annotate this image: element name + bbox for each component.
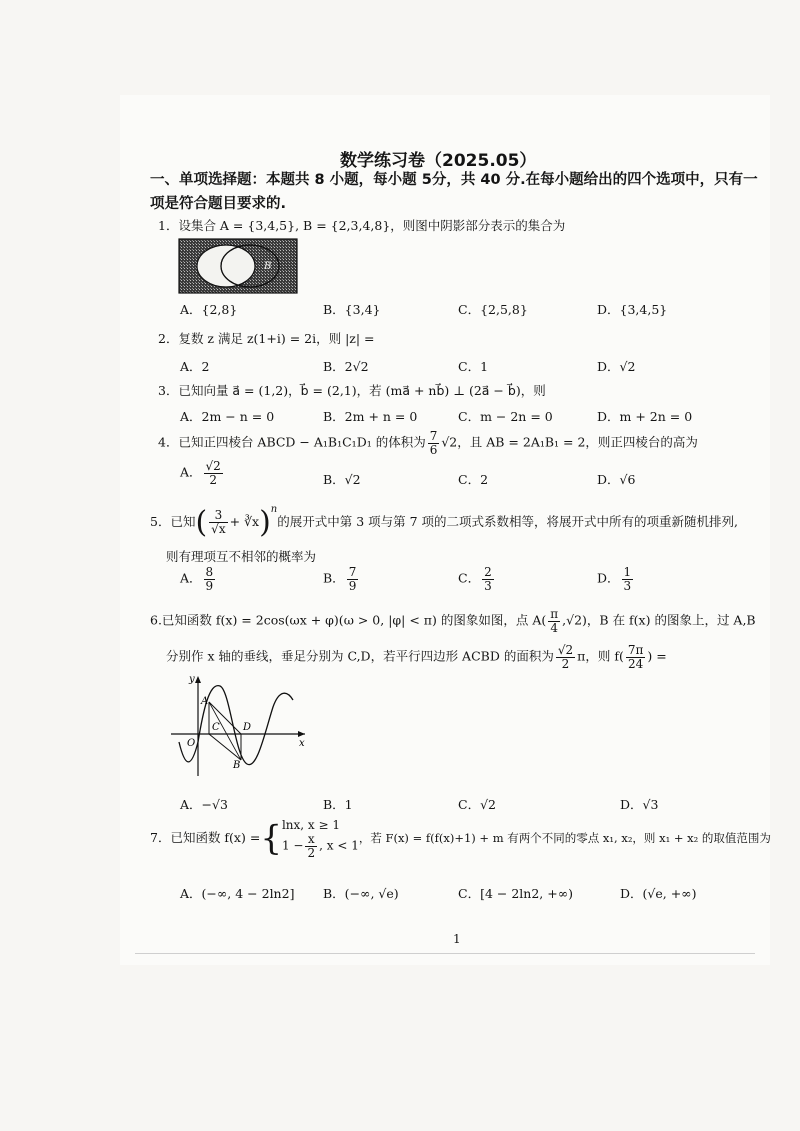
q2-option-c: C．1 <box>458 359 489 374</box>
q4-stem-part2: √2，且 AB = 2A₁B₁ = 2，则正四棱台的高为 <box>441 434 698 450</box>
q7-stem-rest: ，若 F(x) = f(f(x)+1) + m 有两个不同的零点 x₁, x₂，则 x₁ + x₂ 的取值范围为 <box>358 831 771 846</box>
q7-piecewise <box>282 818 359 859</box>
venn-diagram <box>178 238 298 294</box>
page-bottom-divider <box>135 953 755 954</box>
x-axis-arrow <box>298 731 305 737</box>
q4-vol-num: 7 <box>429 429 438 443</box>
q7-option-d: D．(√e, +∞) <box>620 886 697 901</box>
q1-option-a: A．{2,8} <box>180 302 238 317</box>
q6-area-den: 2 <box>561 656 570 671</box>
q6-option-d: D．√3 <box>620 797 659 812</box>
q5-stem-line2: 则有理项互不相邻的概率为 <box>166 549 317 564</box>
q7-prefix: 7．已知函数 f(x) = <box>150 830 261 846</box>
q7-case2 <box>282 833 359 859</box>
q5-option-a-label: A． <box>180 570 202 586</box>
q4-option-a-fraction <box>204 460 223 486</box>
q6-line2-part1: 分别作 x 轴的垂线，垂足分别为 C,D，若平行四边形 ACBD 的面积为 <box>166 648 554 664</box>
graph-label-c: C <box>212 722 220 733</box>
page-number: 1 <box>453 932 461 946</box>
q4-option-c: C．2 <box>458 472 489 487</box>
q4-option-a-den: 2 <box>209 472 217 487</box>
graph-label-b: B <box>233 760 241 771</box>
section-header-line1: 一、单项选择题：本题共 8 小题，每小题 5分，共 40 分.在每小题给出的四个选项中，只有一 <box>150 172 758 188</box>
q4-option-a-label: A． <box>180 464 202 480</box>
q7-case1: lnx, x ≥ 1 <box>281 818 341 832</box>
q5-option-b-num: 7 <box>348 565 357 579</box>
y-axis-arrow <box>195 676 201 683</box>
q7-case2-part1: 1 − <box>281 838 304 853</box>
q5-option-b-label: B． <box>323 570 345 586</box>
q5-option-a-num: 8 <box>205 565 214 579</box>
q6-line1-part1: 6.已知函数 f(x) = 2cos(ωx + φ)(ω > 0, |φ| < π) 的图象如图，点 A( <box>150 612 547 628</box>
q5-plus-root: + ∛x <box>229 514 260 529</box>
q5-option-d-num: 1 <box>623 565 632 579</box>
graph-label-x: x <box>299 738 305 749</box>
q4-option-d: D．√6 <box>597 472 636 487</box>
q2-option-a: A．2 <box>180 359 210 374</box>
q5-option-c-fraction <box>482 566 494 592</box>
q3-option-b: B．2m + n = 0 <box>323 409 418 424</box>
q7-case2-num: x <box>305 833 317 847</box>
q5-exponent: n <box>270 504 278 515</box>
section-header-line2: 项是符合题目要求的. <box>150 196 287 212</box>
q5-option-a <box>180 566 217 592</box>
q6-option-a: A．−√3 <box>180 797 228 812</box>
q5-option-a-fraction <box>204 566 216 592</box>
q6-line1-part2: ,√2)，B 在 f(x) 的图象上，过 A,B <box>562 612 756 628</box>
q6-arg-den: 24 <box>627 656 644 671</box>
graph-label-o: O <box>187 738 196 749</box>
q5-option-b-fraction <box>347 566 359 592</box>
q4-vol-den: 6 <box>429 442 438 457</box>
q6-option-c: C．√2 <box>458 797 496 812</box>
q1-stem: 1．设集合 A = {3,4,5}, B = {2,3,4,8}，则图中阴影部分表示的集合为 <box>158 218 566 233</box>
q7-option-b: B．(−∞, √e) <box>323 886 399 901</box>
q7-case2-part2: , x < 1 <box>319 838 359 853</box>
q3-option-d: D．m + 2n = 0 <box>597 409 693 424</box>
q4-option-b: B．√2 <box>323 472 361 487</box>
q5-option-c <box>458 566 496 592</box>
q6-pt-den: 4 <box>550 620 559 635</box>
q4-stem <box>158 430 698 456</box>
q5-frac-num: 3 <box>209 509 227 523</box>
q5-option-d-label: D． <box>597 570 620 586</box>
q7-case2-den: 2 <box>307 845 316 860</box>
q6-point-fraction <box>548 608 560 634</box>
q4-stem-part1: 4．已知正四棱台 ABCD − A₁B₁C₁D₁ 的体积为 <box>158 434 426 450</box>
q4-option-a <box>180 460 225 486</box>
q6-option-b: B．1 <box>323 797 353 812</box>
graph-label-d: D <box>243 722 252 733</box>
q5-option-c-num: 2 <box>484 565 492 579</box>
q7-case2-fraction <box>305 833 317 859</box>
q5-option-d-den: 3 <box>623 578 632 593</box>
q6-function-graph <box>165 672 315 782</box>
q3-option-c: C．m − 2n = 0 <box>458 409 553 424</box>
q6-arg-fraction <box>626 644 646 670</box>
q5-option-c-den: 3 <box>484 578 492 593</box>
q5-frac-den: √x <box>211 522 226 536</box>
q7-option-a: A．(−∞, 4 − 2ln2] <box>180 886 295 901</box>
q2-option-d: D．√2 <box>597 359 636 374</box>
venn-label-a: A <box>208 263 216 274</box>
venn-label-b: B <box>264 261 272 272</box>
q4-volume-fraction <box>428 430 440 456</box>
q1-option-d: D．{3,4,5} <box>597 302 668 317</box>
q6-area-fraction <box>556 644 575 670</box>
cosine-curve <box>179 686 293 765</box>
q5-prefix: 5．已知 <box>150 514 196 529</box>
graph-label-y: y <box>189 674 195 685</box>
page-title: 数学练习卷（2025.05） <box>340 151 537 171</box>
q6-area-num: √2 <box>557 643 574 657</box>
q3-stem: 3．已知向量 a⃗ = (1,2)，b⃗ = (2,1)，若 (ma⃗ + nb⃗) ⊥ (2a⃗ − b⃗)，则 <box>158 383 546 398</box>
graph-label-a: A <box>201 696 209 707</box>
bleed-through <box>470 238 474 251</box>
q5-option-a-den: 9 <box>205 578 214 593</box>
q6-stem-line1 <box>150 608 756 634</box>
q5-option-d-fraction <box>622 566 634 592</box>
q6-stem-line2 <box>166 644 667 670</box>
q6-arg-num: 7π <box>627 643 644 657</box>
q5-fraction <box>209 509 227 535</box>
q6-line2-part2: π，则 f( <box>577 648 624 664</box>
q5-option-b <box>323 566 360 592</box>
q4-option-a-num: √2 <box>205 459 221 473</box>
q7-stem: 7．已知函数 f(x) ={ lnx, x ≥ 1 1 − $\frac{x}{2}$ , x < 1 ，若 F(x) = f(f(x)+1) + m 有两个不同的零点 x₁, x₂，则 x₁ + x₂ 的取值范围为 <box>150 818 771 860</box>
q2-stem: 2．复数 z 满足 z(1+i) = 2i，则 |z| = <box>158 331 375 346</box>
q3-option-a: A．2m − n = 0 <box>180 409 275 424</box>
q1-option-c: C．{2,5,8} <box>458 302 528 317</box>
q5-option-b-den: 9 <box>348 578 357 593</box>
q6-line2-part3: ) = <box>647 648 667 664</box>
q1-option-b: B．{3,4} <box>323 302 381 317</box>
q5-stem: 5．已知( $\frac{3}{√x}$ + ∛x)$^n$的展开式中第 3 项与第 7 项的二项式系数相等，将展开式中所有的项重新随机排列, <box>150 504 739 540</box>
q5-option-d <box>597 566 635 592</box>
q7-option-c: C．[4 − 2ln2, +∞) <box>458 886 573 901</box>
q2-option-b: B．2√2 <box>323 359 369 374</box>
q5-stem-rest: 的展开式中第 3 项与第 7 项的二项式系数相等，将展开式中所有的项重新随机排列, <box>277 514 739 529</box>
q5-option-c-label: C． <box>458 570 481 586</box>
q6-pt-num: π <box>550 607 559 621</box>
